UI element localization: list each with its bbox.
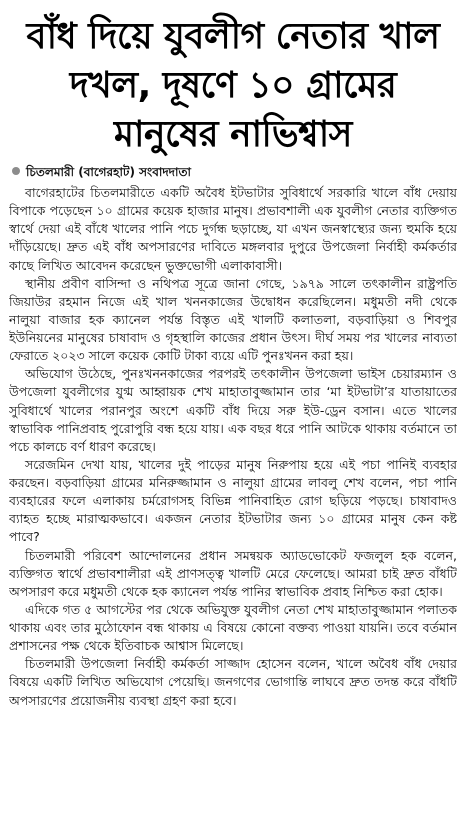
article-paragraph: বাগেরহাটের চিতলমারীতে একটি অবৈধ ইটভাটার সুবিধার্থে সরকারি খালে বাঁধ দেয়ায় বিপাকে পড়েছেন ১০ গ্রামের কয়েক হাজার মানুষ। প্রভাবশালী এক যুবলীগ নেতার ব্যক্তিগত স্বার্থে দেয়া এই বাঁধে খালের পানি পচে দুর্গন্ধ ছড়াচ্ছে, যা এখন জনস্বাস্থ্যের জন্য হুমকি হয়ে দাঁড়িয়েছে। দ্রুত এই বাঁধ অপসারণের দাবিতে মঙ্গলবার দুপুরে উপজেলা নির্বাহী কর্মকর্তার কাছে লিখিত আবেদন করেছেন ভুক্তভোগী এলাকাবাসী।: [9, 185, 457, 273]
article-paragraph: সরেজমিন দেখা যায়, খালের দুই পাড়ের মানুষ নিরুপায় হয়ে এই পচা পানিই ব্যবহার করছেন। বড়বাড়িয়া গ্রামের মনিরুজ্জামান ও নালুয়া গ্রামের লাবলু শেখ বলেন, পচা পানি ব্যবহারের ফলে এলাকায় চর্মরোগসহ বিভিন্ন পানিবাহিত রোগ ছড়িয়ে পড়ছে। চাষাবাদও ব্যাহত হচ্ছে মারাত্মকভাবে। একজন নেতার ইটভাটার জন্য ১০ গ্রামের মানুষ কেন কষ্ট পাবে?: [9, 456, 457, 545]
article-paragraph: এদিকে গত ৫ আগস্টের পর থেকে অভিযুক্ত যুবলীগ নেতা শেখ মাহাতাবুজ্জামান পলাতক থাকায় এবং তার মুঠোফোন বন্ধ থাকায় এ বিষয়ে কোনো বক্তব্য পাওয়া যায়নি। তবে বর্তমান প্রশাসনের পক্ষ থেকে ইতিবাচক আশ্বাস মিলেছে।: [9, 601, 457, 654]
article-paragraph: চিতলমারী পরিবেশ আন্দোলনের প্রধান সমন্বয়ক অ্যাডভোকেট ফজলুল হক বলেন, ব্যক্তিগত স্বার্থে প্রভাবশালীরা এই প্রাণসত্ত্ব খালটি মেরে ফেলেছে। আমরা চাই দ্রুত বাঁধটি অপসারণ করে মধুমতী থেকে হক ক্যানেল পর্যন্ত পানির স্বাভাবিক প্রবাহ নিশ্চিত করা হোক।: [9, 547, 457, 599]
headline-line-3: মানুষের নাভিশ্বাস: [114, 114, 352, 155]
headline-line-1: বাঁধ দিয়ে যুবলীগ নেতার খাল: [26, 16, 440, 57]
byline-text: চিতলমারী (বাগেরহাট) সংবাদদাতা: [26, 165, 191, 179]
byline: [12, 163, 458, 181]
article-body: [9, 184, 457, 824]
headline-line-2: দখল, দূষণে ১০ গ্রামের: [69, 65, 397, 106]
byline-bullet-icon: [12, 167, 20, 175]
headline: [8, 12, 458, 159]
article-paragraph: অভিযোগ উঠেছে, পুনঃখননকাজের পরপরই তৎকালীন উপজেলা ভাইস চেয়ারম্যান ও উপজেলা যুবলীগের যুগ্ম আহ্বায়ক শেখ মাহাতাবুজ্জামান তার ‘মা ইটভাটা’র যাতায়াতের সুবিধার্থে খালের পরানপুর অংশে একটি বাঁধ দিয়ে সরু ইউ-ড্রেন বসান। এতে খালের স্বাভাবিক পানিপ্রবাহ পুরোপুরি বন্ধ হয়ে যায়। এক বছর ধরে পানি আটকে থাকায় বর্তমানে তা পচে কালচে বর্ণ ধারণ করেছে।: [9, 366, 457, 454]
article-paragraph: চিতলমারী উপজেলা নির্বাহী কর্মকর্তা সাজ্জাদ হোসেন বলেন, খালে অবৈধ বাঁধ দেয়ার বিষয়ে একটি লিখিত অভিযোগ পেয়েছি। জনগণের ভোগান্তি লাঘবে দ্রুত তদন্ত করে বাঁধটি অপসারণের প্রয়োজনীয় ব্যবস্থা গ্রহণ করা হবে।: [9, 656, 457, 708]
article-paragraph: স্থানীয় প্রবীণ বাসিন্দা ও নথিপত্র সূত্রে জানা গেছে, ১৯৭৯ সালে তৎকালীন রাষ্ট্রপতি জিয়াউর রহমান নিজে এই খাল খননকাজের উদ্বোধন করেছিলেন। মধুমতী নদী থেকে নালুয়া বাজার হক ক্যানেল পর্যন্ত বিস্তৃত এই খালটি কলাতলা, বড়বাড়িয়া ও শিবপুর ইউনিয়নের মানুষের চাষাবাদ ও গৃহস্থালি কাজের প্রধান উৎস। দীর্ঘ সময় পর খালের নাব্যতা ফেরাতে ২০২৩ সালে কয়েক কোটি টাকা ব্যয়ে এটি পুনঃখনন করা হয়।: [9, 275, 457, 364]
